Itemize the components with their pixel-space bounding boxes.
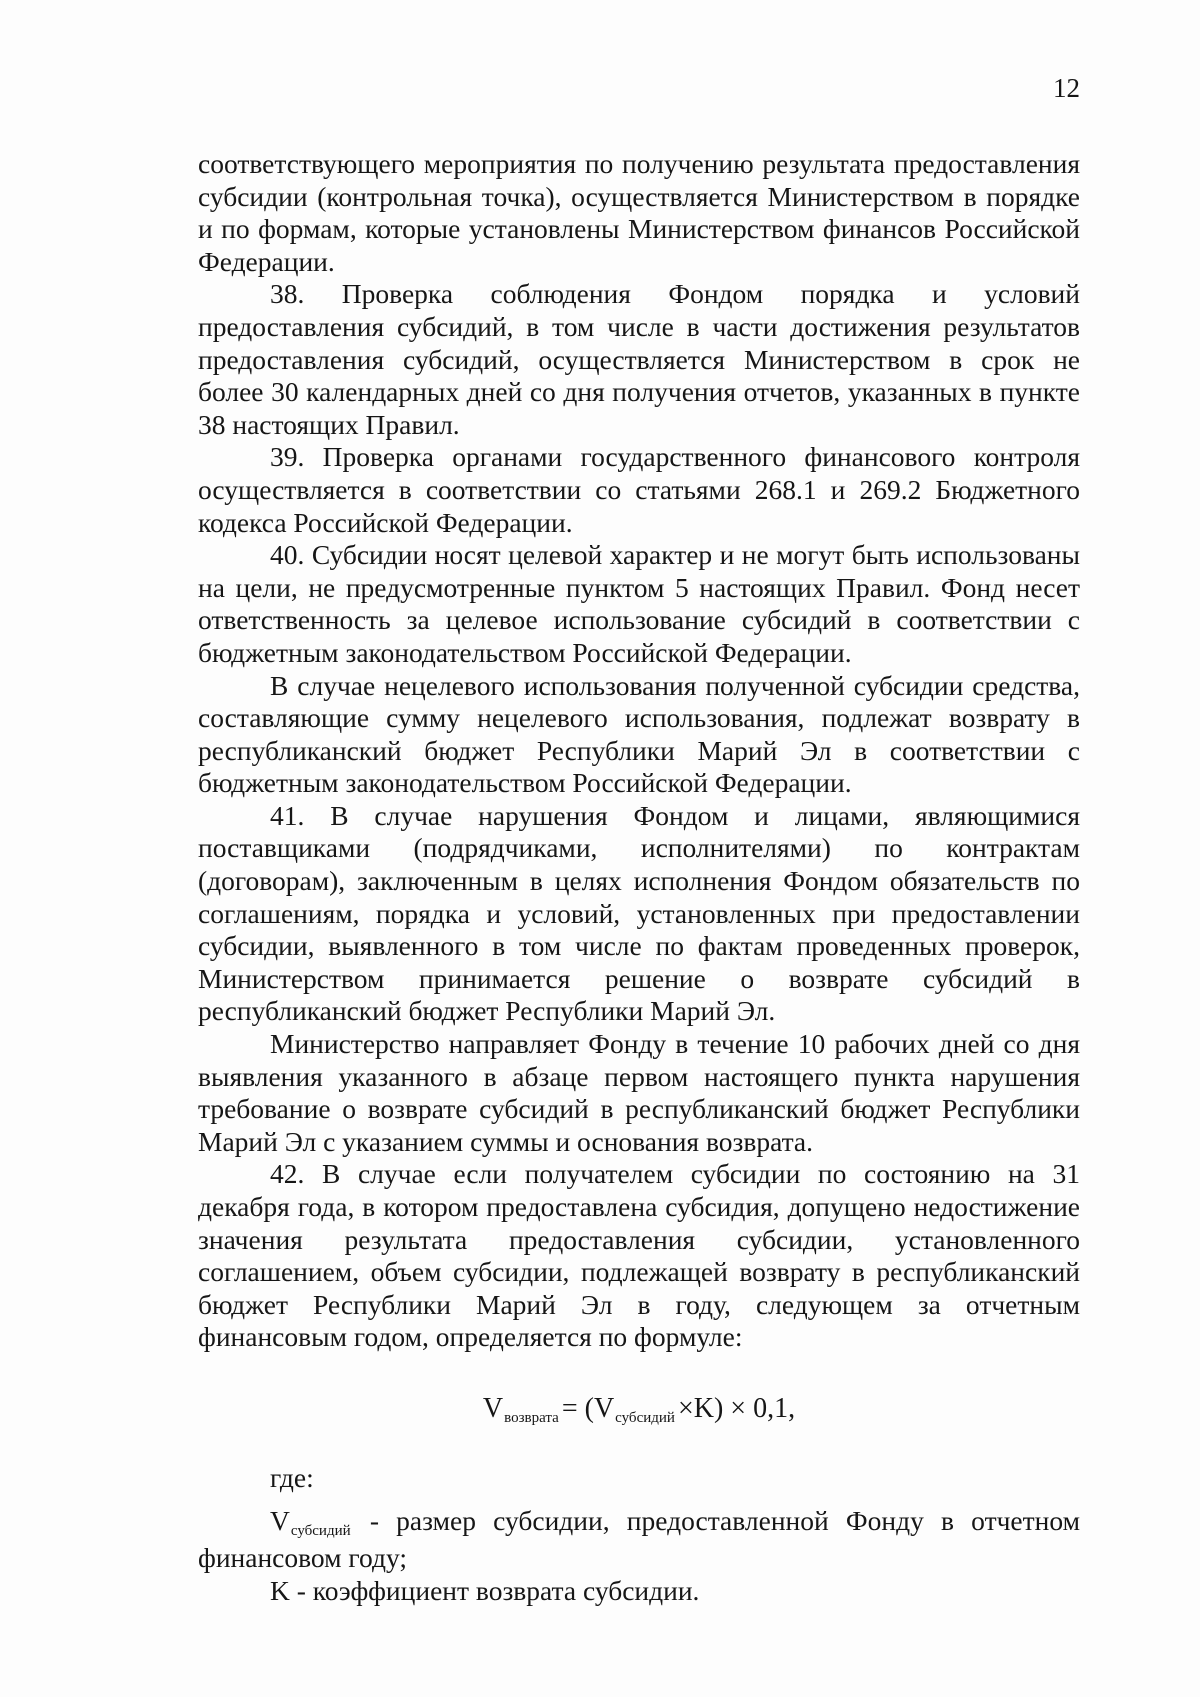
- formula-legend: [198, 1462, 1080, 1607]
- formula-rhs-symbol: V: [593, 1393, 615, 1424]
- formula-rhs-subscript: субсидий: [615, 1410, 675, 1426]
- formula-rest: ×K) × 0,1,: [677, 1393, 796, 1424]
- paragraph-clause-42: 42. В случае если получателем субсидии по состоянию на 31 декабря года, в котором предоставлена субсидия, допущено недостижение значения результата предоставления субсидии, установленного соглашением, объем субсидии, подлежащей возврату в республиканский бюджет Республики Марий Эл в году, следующем за отчетным финансовым годом, определяется по формуле:: [198, 1158, 1080, 1353]
- paragraph-clause-41-demand: Министерство направляет Фонду в течение 10 рабочих дней со дня выявления указанного в абзаце первом настоящего пункта нарушения требование о возврате субсидий в республиканский бюджет Республики Марий Эл с указанием суммы и основания возврата.: [198, 1028, 1080, 1157]
- legend-where: где:: [270, 1462, 314, 1493]
- paragraph-clause-41: 41. В случае нарушения Фондом и лицами, являющимися поставщиками (подрядчиками, исполнителями) по контрактам (договорам), заключенным в целях исполнения Фондом обязательств по соглашениям, порядка и условий, установленных при предоставлении субсидии, выявленного в том числе по фактам проведенных проверок, Министерством принимается решение о возврате субсидий в республиканский бюджет Республики Марий Эл.: [198, 799, 1080, 1027]
- page-number: 12: [1053, 73, 1080, 103]
- body-text: [198, 148, 1080, 1354]
- legend-v-symbol: V: [270, 1504, 290, 1536]
- legend-v-text: - размер субсидии, предоставленной Фонду в отчетном финансовом году;: [198, 1504, 1080, 1574]
- paragraph-clause-38: 38. Проверка соблюдения Фондом порядка и условий предоставления субсидий, в том числе в части достижения результатов предоставления субсидий, осуществляется Министерством в срок не более 30 календарных дней со дня получения отчетов, указанных в пункте 38 настоящих Правил.: [198, 278, 1080, 440]
- paragraph-continuation: соответствующего мероприятия по получению результата предоставления субсидии (контрольная точка), осуществляется Министерством в порядке и по формам, которые установлены Министерством финансов Российской Федерации.: [198, 148, 1080, 277]
- paragraph-clause-39: 39. Проверка органами государственного финансового контроля осуществляется в соответствии со статьями 268.1 и 269.2 Бюджетного кодекса Российской Федерации.: [198, 441, 1080, 538]
- formula-lhs-symbol: V: [482, 1393, 504, 1424]
- paragraph-clause-40-misuse: В случае нецелевого использования полученной субсидии средства, составляющие сумму нецелевого использования, подлежат возврату в республиканский бюджет Республики Марий Эл в соответствии с бюджетным законодательством Российской Федерации.: [198, 669, 1080, 799]
- legend-k-coefficient: K - коэффициент возврата субсидии.: [270, 1574, 700, 1606]
- legend-v-subsidy: [198, 1505, 1080, 1575]
- paragraph-clause-40: 40. Субсидии носят целевой характер и не могут быть использованы на цели, не предусмотренные пунктом 5 настоящих Правил. Фонд несет ответственность за целевое использование субсидий в соответствии с бюджетным законодательством Российской Федерации.: [198, 539, 1080, 668]
- legend-v-subscript: субсидий: [290, 1522, 351, 1539]
- formula-lhs-subscript: возврата: [504, 1410, 559, 1426]
- formula-equals: = (: [561, 1393, 594, 1424]
- refund-formula: [198, 1392, 1080, 1430]
